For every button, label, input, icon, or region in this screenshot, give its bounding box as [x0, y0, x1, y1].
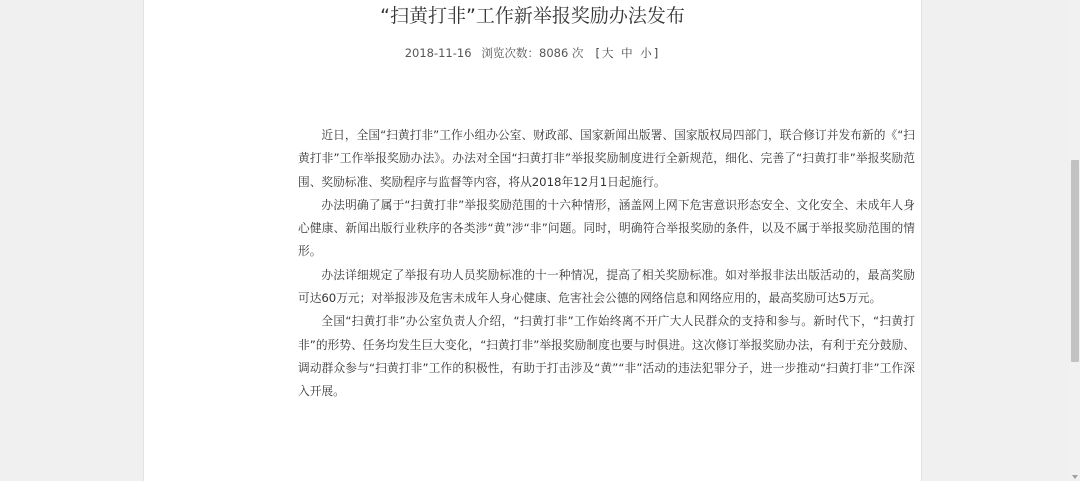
article-meta: [144, 44, 921, 62]
size-bracket-open: [: [595, 46, 602, 60]
article-paragraph: 近日，全国“扫黄打非”工作小组办公室、财政部、国家新闻出版署、国家版权局四部门，联合修订并发布新的《“扫黄打非”工作举报奖励办法》。办法对全国“扫黄打非”举报奖励制度进行全新规范，细化、完善了“扫黄打非”举报奖励范围、奖励标准、奖励程序与监督等内容，将从2018年12月1日起施行。: [298, 128, 915, 189]
article-title: “扫黄打非”工作新举报奖励办法发布: [380, 5, 685, 27]
publish-date: 2018-11-16: [404, 46, 472, 60]
article-paragraph: 全国“扫黄打非”办公室负责人介绍，“扫黄打非”工作始终离不开广大人民群众的支持和参与。新时代下，“扫黄打非”的形势、任务均发生巨大变化，“扫黄打非”举报奖励制度也要与时俱进。这次修订举报奖励办法，有利于充分鼓励、调动群众参与“扫黄打非”工作的积极性，有助于打击涉及“黄”“非”活动的违法犯罪分子，进一步推动“扫黄打非”工作深入开展。: [298, 314, 915, 399]
font-size-small-link[interactable]: 小: [640, 46, 654, 60]
font-size-medium-link[interactable]: 中: [621, 46, 635, 60]
vertical-scrollbar[interactable]: [1070, 0, 1080, 481]
size-bracket-close: ]: [653, 46, 661, 60]
views-label: 浏览次数：: [481, 46, 540, 60]
article-paragraph: 办法明确了属于“扫黄打非”举报奖励范围的十六种情形，涵盖网上网下危害意识形态安全、文化安全、未成年人身心健康、新闻出版行业秩序的各类涉“黄”涉“非”问题。同时，明确符合举报奖励的条件，以及不属于举报奖励范围的情形。: [298, 197, 915, 259]
font-size-switcher: [595, 44, 660, 62]
scroll-down-arrow-icon[interactable]: [1072, 475, 1078, 479]
views-unit: 次: [571, 46, 584, 60]
font-size-large-link[interactable]: 大: [601, 46, 616, 60]
scrollbar-thumb[interactable]: [1071, 160, 1079, 362]
views-count: 8086: [539, 46, 569, 60]
article-body: [298, 124, 915, 404]
article-page: [143, 0, 922, 481]
article-paragraph: 办法详细规定了举报有功人员奖励标准的十一种情况，提高了相关奖励标准。如对举报非法出版活动的，最高奖励可达60万元；对举报涉及危害未成年人身心健康、危害社会公德的网络信息和网络应用的，最高奖励可达5万元。: [298, 267, 915, 306]
